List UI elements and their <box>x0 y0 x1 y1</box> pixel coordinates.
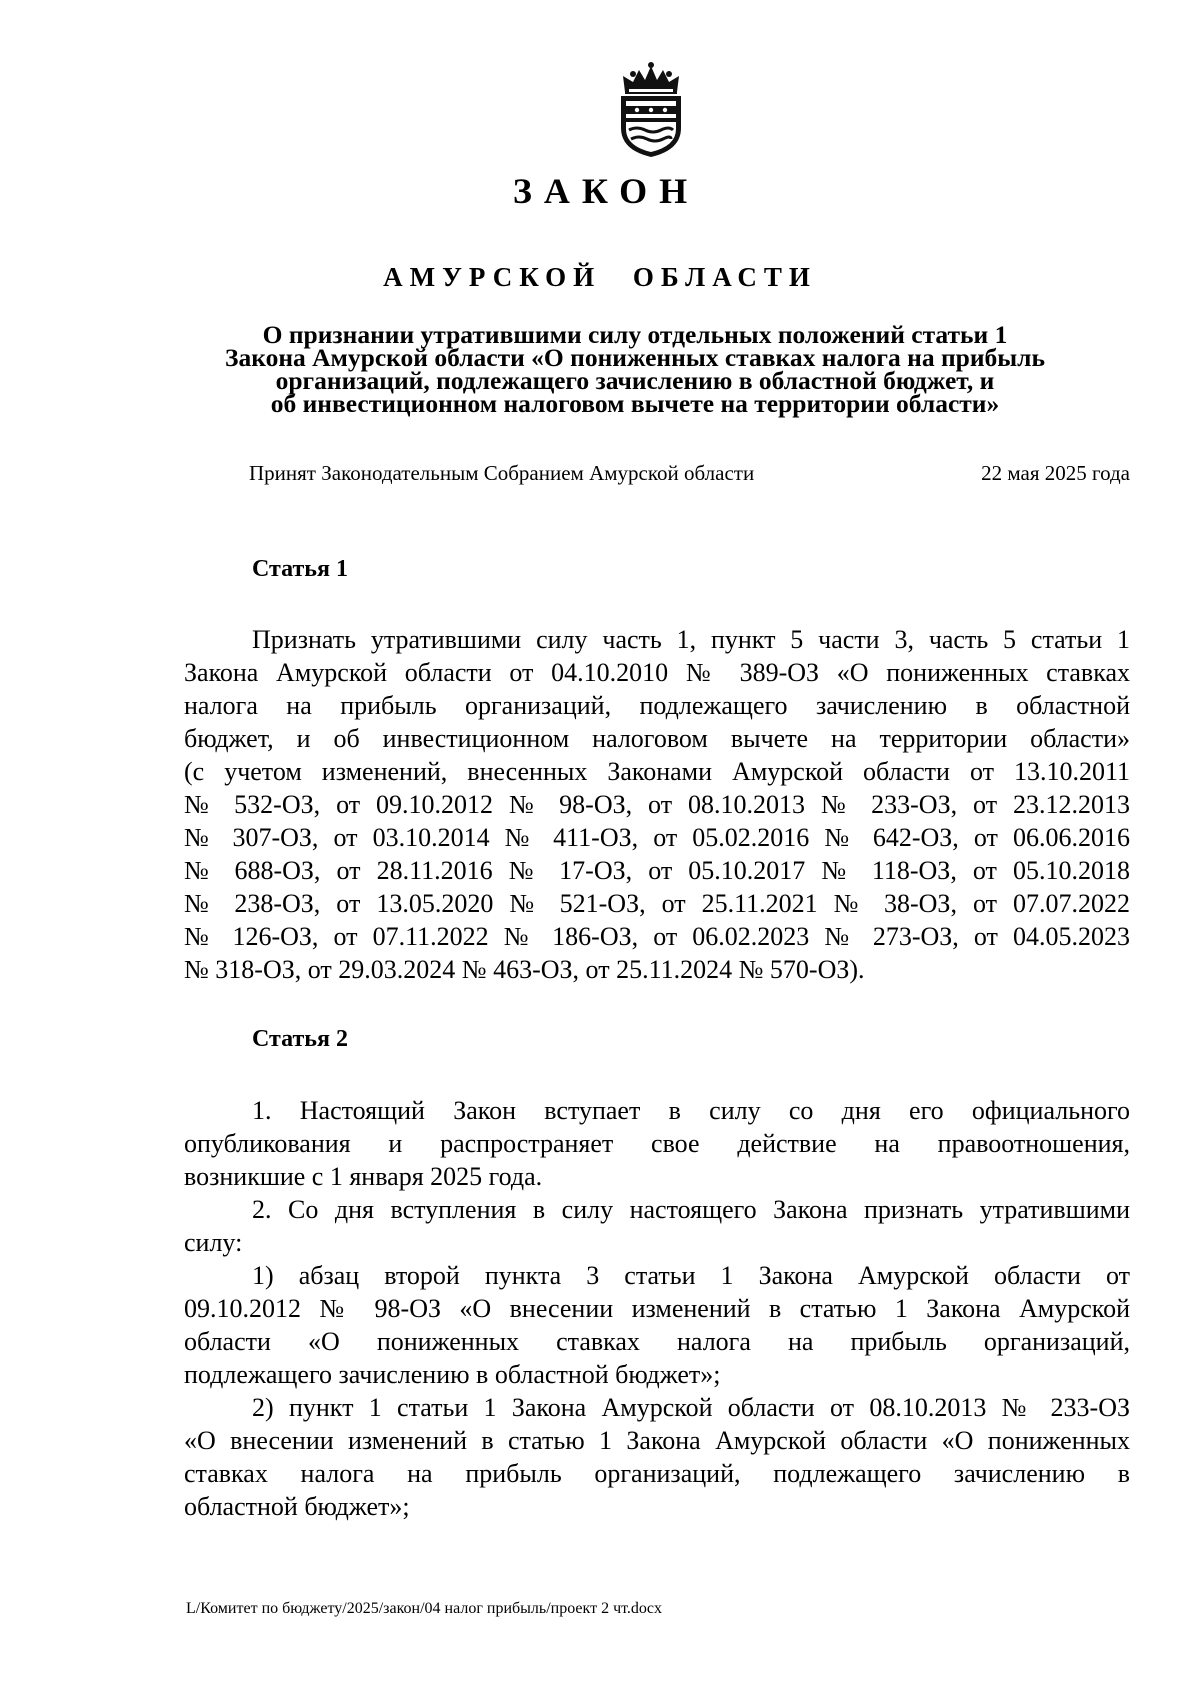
text-line: 1. Настоящий Закон вступает в силу со дня его официального <box>252 1096 1130 1125</box>
article-2-heading: Статья 2 <box>252 1026 348 1052</box>
text-line: 2. Со дня вступления в силу настоящего Закона признать утратившими <box>252 1195 1130 1224</box>
law-type-heading: ЗАКОН <box>512 171 700 211</box>
text-line: № 307-ОЗ, от 03.10.2014 № 411-ОЗ, от 05.02.2016 № 642-ОЗ, от 06.06.2016 <box>184 823 1130 852</box>
file-path-footer: L/Комитет по бюджету/2025/закон/04 налог прибыль/проект 2 чт.docx <box>186 1600 662 1617</box>
text-line: налога на прибыль организаций, подлежащего зачислению в областной <box>184 691 1130 720</box>
text-line: 2) пункт 1 статьи 1 Закона Амурской области от 08.10.2013 № 233-ОЗ <box>252 1393 1130 1422</box>
law-title <box>175 320 1095 418</box>
text-line: области «О пониженных ставках налога на прибыль организаций, <box>184 1327 1130 1356</box>
adopted-by: Принят Законодательным Собранием Амурской области <box>249 461 755 485</box>
text-line: № 532-ОЗ, от 09.10.2012 № 98-ОЗ, от 08.10.2013 № 233-ОЗ, от 23.12.2013 <box>184 790 1130 819</box>
text-line: № 318-ОЗ, от 29.03.2024 № 463-ОЗ, от 25.11.2024 № 570-ОЗ). <box>184 955 865 984</box>
text-line: № 126-ОЗ, от 07.11.2022 № 186-ОЗ, от 06.02.2023 № 273-ОЗ, от 04.05.2023 <box>184 922 1130 951</box>
text-line: подлежащего зачислению в областной бюджет»; <box>184 1360 721 1389</box>
article-2-text <box>184 1094 1130 1523</box>
article-1-heading: Статья 1 <box>252 556 348 582</box>
text-line: № 238-ОЗ, от 13.05.2020 № 521-ОЗ, от 25.11.2021 № 38-ОЗ, от 07.07.2022 <box>184 889 1130 918</box>
text-line: «О внесении изменений в статью 1 Закона Амурской области «О пониженных <box>184 1426 1130 1455</box>
text-line: 1) абзац второй пункта 3 статьи 1 Закона Амурской области от <box>252 1261 1130 1290</box>
text-line: областной бюджет»; <box>184 1492 410 1521</box>
law-title-line: организаций, подлежащего зачислению в областной бюджет, и <box>275 366 995 395</box>
law-title-line: Закона Амурской области «О пониженных ставках налога на прибыль <box>225 343 1045 372</box>
text-line: Признать утратившими силу часть 1, пункт 5 части 3, часть 5 статьи 1 <box>252 625 1130 654</box>
article-1-text <box>184 623 1130 986</box>
text-line: силу: <box>184 1228 243 1257</box>
text-line: опубликования и распространяет свое действие на правоотношения, <box>184 1129 1130 1158</box>
text-line: бюджет, и об инвестиционном налоговом вычете на территории области» <box>184 724 1130 753</box>
law-title-line: О признании утратившими силу отдельных положений статьи 1 <box>262 320 1008 349</box>
amur-region-emblem-icon <box>611 62 691 158</box>
text-line: (с учетом изменений, внесенных Законами Амурской области от 13.10.2011 <box>184 757 1130 786</box>
region-heading: АМУРСКОЙ ОБЛАСТИ <box>383 262 817 292</box>
law-title-line: об инвестиционном налоговом вычете на территории области» <box>270 389 1000 418</box>
text-line: возникшие с 1 января 2025 года. <box>184 1162 543 1191</box>
adopted-date: 22 мая 2025 года <box>981 461 1130 485</box>
text-line: Закона Амурской области от 04.10.2010 № 389-ОЗ «О пониженных ставках <box>184 658 1130 687</box>
text-line: ставках налога на прибыль организаций, подлежащего зачислению в <box>184 1459 1130 1488</box>
text-line: № 688-ОЗ, от 28.11.2016 № 17-ОЗ, от 05.10.2017 № 118-ОЗ, от 05.10.2018 <box>184 856 1130 885</box>
text-line: 09.10.2012 № 98-ОЗ «О внесении изменений в статью 1 Закона Амурской <box>184 1294 1130 1323</box>
